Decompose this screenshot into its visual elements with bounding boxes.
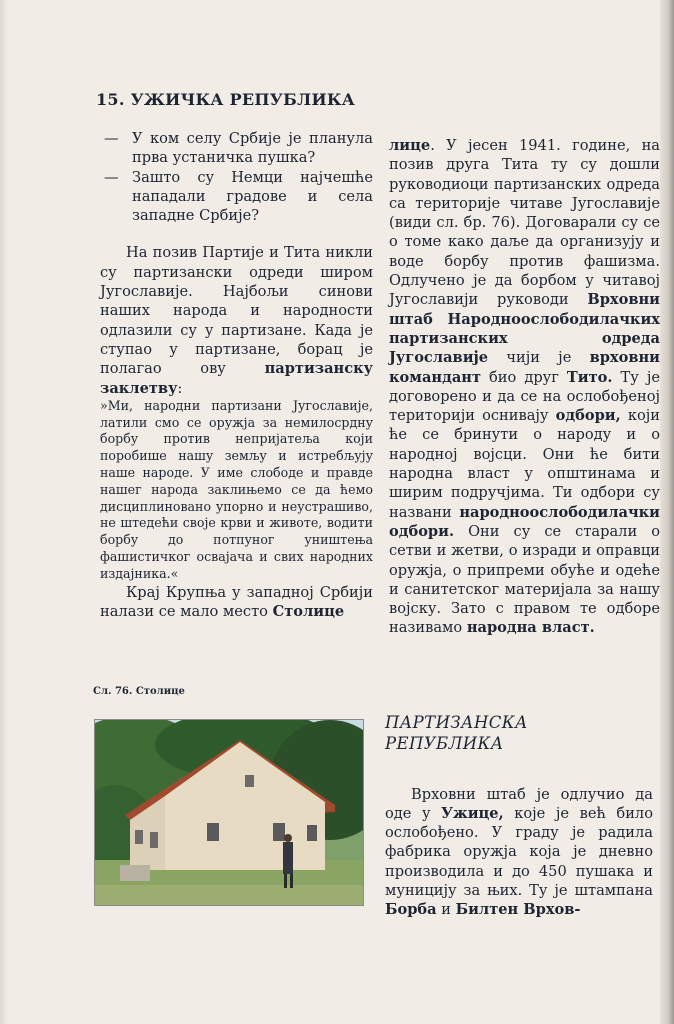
partisan-oath-term: партизанску заклетву bbox=[100, 360, 373, 397]
stolice-continuation: лице. У јесен 1941. године, на позив друга Тита ту су дошли руководиоци партизанских одреда са територије читаве Југославије (види сл. бр. 76). Договарали су се о томе како даље да организују и воде борбу против фашизма. Одлучено је да борбом у читавој Југославији руководи Врховни штаб Народноослободилачких партизанских одреда Југославије чији је врховни командант био друг Тито. Ту је договорено и да се на ослобођеној територији оснивају одбори, који ће се бринути о народу и о народној војсци. Они ће бити народна власт у општинама и ширим подручјима. Ти одбори су названи народноослободилачки одбори. Они су се старали о сетви и жетви, о изради и оправци оружја, о припреми обуће и одеће и санитетског материјала за нашу војску. Зато с правом те одборе називамо народна власт. bbox=[389, 137, 660, 637]
question-dash: — bbox=[104, 130, 119, 147]
uzice-paragraph: Врховни штаб је одлучио да оде у Ужице, које је већ било ослобођено. У граду је радила фабрика оружја која је дневно производила и до 450 пушака и муницију за њих. Ту је штампана Борба и Билтен Врхов- bbox=[385, 785, 653, 919]
house-photo-illustration bbox=[95, 720, 363, 905]
question-text: У ком селу Србије је планула прва устаничка пушка? bbox=[132, 130, 373, 167]
right-column-bottom bbox=[385, 770, 653, 934]
question-text: Зашто су Немци најчешће нападали градове и села западне Србије? bbox=[132, 168, 373, 225]
lesson-heading: 15. УЖИЧКА РЕПУБЛИКА bbox=[96, 90, 356, 109]
partisan-oath-quote: »Ми, народни партизани Југославије, латили смо се оружја за немилосрдну борбу против непријатеља који поробише нашу земљу и истребљују наше народе. У име слободе и правде нашег народа заклињемо се да ћемо дисциплиновано упорно и неустрашиво, не штедећи своје крви и животе, водити борбу до потпуног уништења фашистичког освајача и свих народних издајника.« bbox=[100, 397, 373, 581]
page-gutter-shadow bbox=[0, 0, 8, 1024]
page-edge bbox=[660, 0, 674, 1024]
figure-caption: Сл. 76. Столице bbox=[93, 686, 185, 697]
intro-paragraph: На позив Партије и Тита никли су партизански одреди широм Југославије. Најбољи синови наших народа и народности одлазили су у партизане. Када је ступао у партизане, борац је полагао ову партизанску заклетву: bbox=[100, 244, 373, 397]
stolice-house-photo bbox=[94, 719, 364, 906]
right-column-top bbox=[389, 136, 660, 638]
question-2 bbox=[100, 168, 373, 226]
question-1 bbox=[100, 129, 373, 168]
stolice-paragraph: Крај Крупња у западној Србији налази се мало место Столице bbox=[100, 583, 373, 620]
left-column bbox=[100, 129, 373, 621]
stolice-term: Столице bbox=[272, 602, 345, 620]
question-dash: — bbox=[104, 168, 119, 186]
section-subheading: ПАРТИЗАНСКА РЕПУБЛИКА bbox=[385, 713, 528, 753]
